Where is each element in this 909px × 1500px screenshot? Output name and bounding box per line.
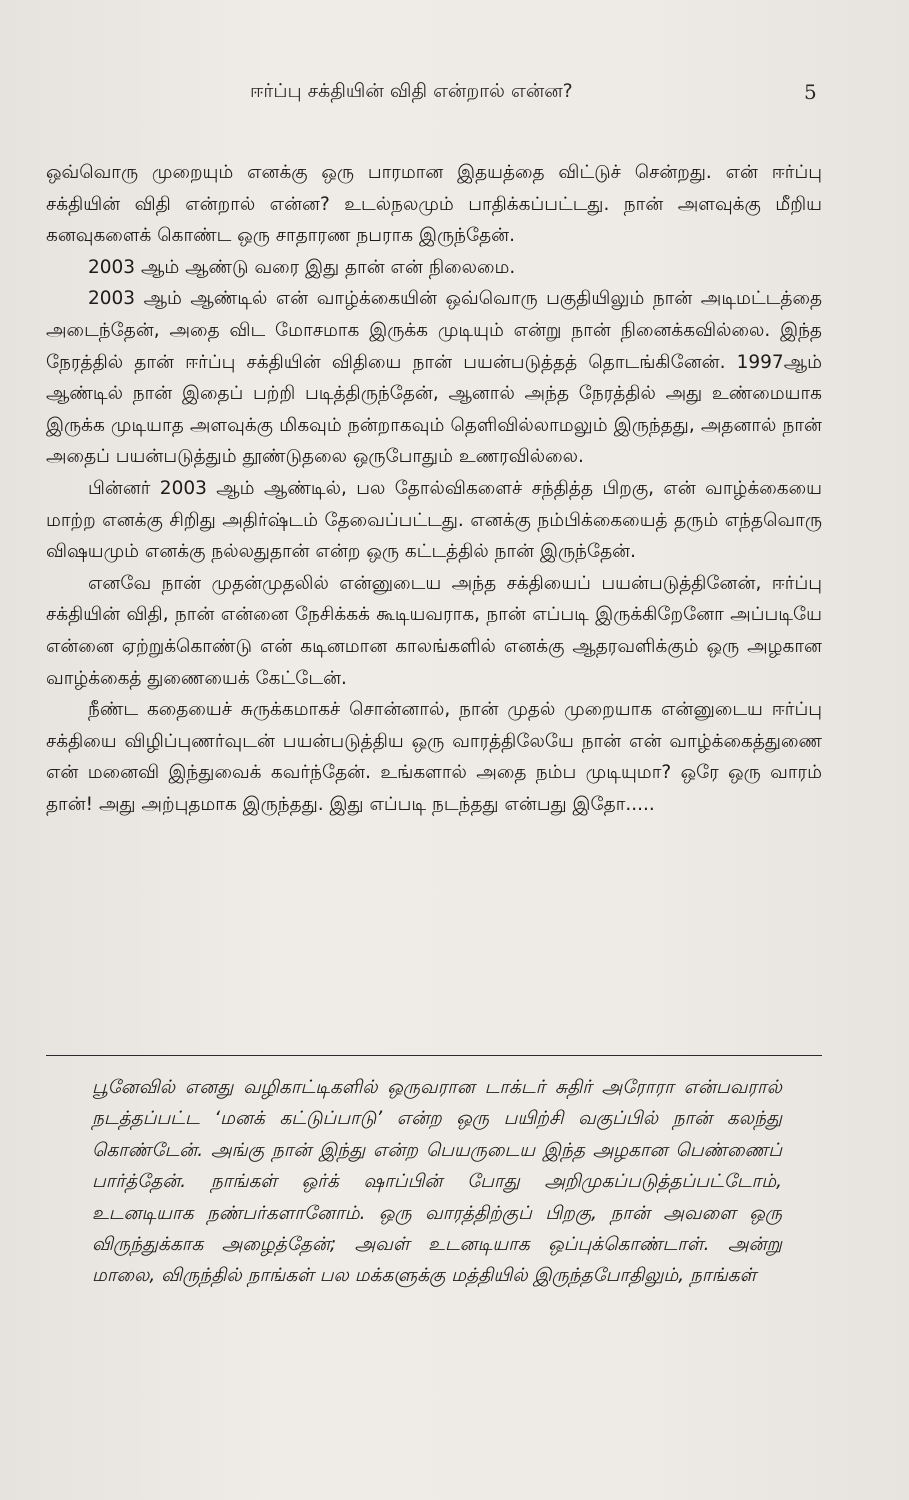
paragraph: 2003 ஆம் ஆண்டு வரை இது தான் என் நிலைமை.	[88, 256, 516, 278]
paragraph: ஒவ்வொரு முறையும் எனக்கு ஒரு பாரமான இதயத்தை விட்டுச் சென்றது. என் ஈர்ப்பு சக்தியின் விதி என்றால் என்ன? உடல்நலமும் பாதிக்கப்பட்டது. நான் அளவுக்கு மீறிய கனவுகளைக் கொண்ட ஒரு சாதாரண நபராக இருந்தேன்.	[46, 162, 822, 247]
footnote-text: பூனேவில் எனது வழிகாட்டிகளில் ஒருவரான டாக்டர் சுதிர் அரோரா என்பவரால் நடத்தப்பட்ட ‘மனக் கட்டுப்பாடு’ என்ற ஒரு பயிற்சி வகுப்பில் நான் கலந்து கொண்டேன். அங்கு நான் இந்து என்ற பெயருடைய இந்த அழகான பெண்ணைப் பார்த்தேன். நாங்கள் ஒர்க் ஷாப்பின் போது அறிமுகப்படுத்தப்பட்டோம், உடனடியாக நண்பர்களானோம். ஒரு வாரத்திற்குப் பிறகு, நான் அவளை ஒரு விருந்துக்காக அழைத்தேன்; அவள் உடனடியாக ஒப்புக்கொண்டாள். அன்று மாலை, விருந்தில் நாங்கள் பல மக்களுக்கு மத்தியில் இருந்தபோதிலும், நாங்கள்	[92, 1077, 782, 1287]
paragraph: எனவே நான் முதன்முதலில் என்னுடைய அந்த சக்தியைப் பயன்படுத்தினேன், ஈர்ப்பு சக்தியின் விதி, நான் என்னை நேசிக்கக் கூடியவராக, நான் எப்படி இருக்கிறேனோ அப்படியே என்னை ஏற்றுக்கொண்டு என் கடினமான காலங்களில் எனக்கு ஆதரவளிக்கும் ஒரு அழகான வாழ்க்கைத் துணையைக் கேட்டேன்.	[46, 572, 822, 689]
page-number: 5	[804, 80, 817, 104]
footnote-divider	[46, 1055, 822, 1056]
main-body-text	[46, 157, 822, 820]
paragraph: 2003 ஆம் ஆண்டில் என் வாழ்க்கையின் ஒவ்வொரு பகுதியிலும் நான் அடிமட்டத்தை அடைந்தேன், அதை விட மோசமாக இருக்க முடியும் என்று நான் நினைக்கவில்லை. இந்த நேரத்தில் தான் ஈர்ப்பு சக்தியின் விதியை நான் பயன்படுத்தத் தொடங்கினேன். 1997ஆம் ஆண்டில் நான் இதைப் பற்றி படித்திருந்தேன், ஆனால் அந்த நேரத்தில் அது உண்மையாக இருக்க முடியாத அளவுக்கு மிகவும் நன்றாகவும் தெளிவில்லாமலும் இருந்தது, அதனால் நான் அதைப் பயன்படுத்தும் தூண்டுதலை ஒருபோதும் உணரவில்லை.	[46, 288, 822, 468]
paragraph: பின்னர் 2003 ஆம் ஆண்டில், பல தோல்விகளைச் சந்தித்த பிறகு, என் வாழ்க்கையை மாற்ற எனக்கு சிறிது அதிர்ஷ்டம் தேவைப்பட்டது. எனக்கு நம்பிக்கையைத் தரும் எந்தவொரு விஷயமும் எனக்கு நல்லதுதான் என்ற ஒரு கட்டத்தில் நான் இருந்தேன்.	[46, 477, 822, 563]
running-header-title: ஈர்ப்பு சக்தியின் விதி என்றால் என்ன?	[250, 80, 573, 102]
paragraph: நீண்ட கதையைச் சுருக்கமாகச் சொன்னால், நான் முதல் முறையாக என்னுடைய ஈர்ப்பு சக்தியை விழிப்புணர்வுடன் பயன்படுத்திய ஒரு வாரத்திலேயே நான் என் வாழ்க்கைத்துணை என் மனைவி இந்துவைக் கவர்ந்தேன். உங்களால் அதை நம்ப முடியுமா? ஒரே ஒரு வாரம் தான்! அது அற்புதமாக இருந்தது. இது எப்படி நடந்தது என்பது இதோ.....	[46, 699, 822, 815]
